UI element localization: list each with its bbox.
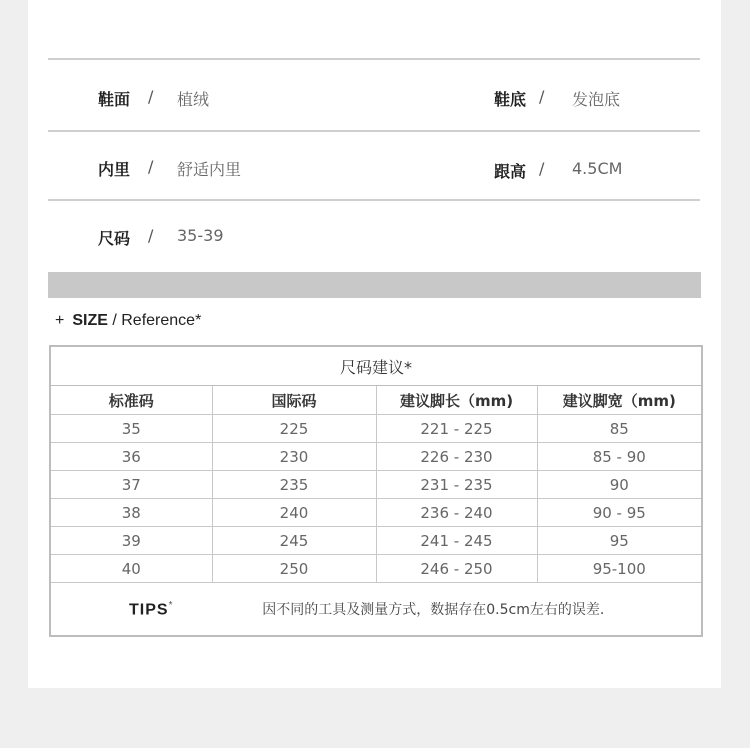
col-header-foot-length: 建议脚长（mm) bbox=[376, 386, 537, 415]
divider bbox=[48, 58, 700, 60]
cell-foot-length: 236 - 240 bbox=[376, 499, 537, 527]
size-reference-heading bbox=[55, 312, 201, 330]
attr-slash: / bbox=[539, 87, 545, 106]
size-heading-rest: / Reference* bbox=[107, 312, 202, 329]
tips-text: 因不同的工具及测量方式，数据存在0.5cm左右的误差. bbox=[262, 602, 605, 618]
col-header-international: 国际码 bbox=[212, 386, 376, 415]
tips-label-text: TIPS bbox=[129, 601, 169, 618]
attr-slash: / bbox=[539, 159, 545, 178]
cell-foot-width: 85 bbox=[537, 415, 702, 443]
cell-international: 230 bbox=[212, 443, 376, 471]
cell-standard: 35 bbox=[50, 415, 212, 443]
size-chart-table bbox=[49, 345, 703, 637]
cell-foot-width: 90 - 95 bbox=[537, 499, 702, 527]
section-separator-band bbox=[48, 272, 701, 298]
attr-value-heel: 4.5CM bbox=[572, 159, 623, 178]
cell-foot-length: 246 - 250 bbox=[376, 555, 537, 583]
cell-foot-width: 95-100 bbox=[537, 555, 702, 583]
attr-slash: / bbox=[148, 157, 154, 176]
tips-label bbox=[129, 600, 173, 619]
cell-foot-length: 231 - 235 bbox=[376, 471, 537, 499]
plus-icon: + bbox=[55, 312, 65, 329]
attr-value-sole: 发泡底 bbox=[572, 90, 621, 109]
attr-slash: / bbox=[148, 226, 154, 245]
tips-star: * bbox=[168, 599, 174, 611]
divider bbox=[48, 199, 700, 201]
size-chart-title: 尺码建议* bbox=[50, 346, 702, 386]
attr-value-size: 35-39 bbox=[177, 226, 224, 245]
attr-value-lining: 舒适内里 bbox=[177, 160, 242, 179]
attr-label-sole: 鞋底 bbox=[494, 90, 527, 109]
attr-value-upper: 植绒 bbox=[177, 90, 210, 109]
table-row bbox=[50, 527, 702, 555]
cell-standard: 36 bbox=[50, 443, 212, 471]
cell-standard: 39 bbox=[50, 527, 212, 555]
table-row bbox=[50, 555, 702, 583]
cell-international: 225 bbox=[212, 415, 376, 443]
cell-foot-width: 85 - 90 bbox=[537, 443, 702, 471]
tips-row bbox=[50, 583, 702, 637]
cell-foot-length: 226 - 230 bbox=[376, 443, 537, 471]
cell-international: 235 bbox=[212, 471, 376, 499]
col-header-standard: 标准码 bbox=[50, 386, 212, 415]
cell-foot-length: 221 - 225 bbox=[376, 415, 537, 443]
divider bbox=[48, 130, 700, 132]
attr-label-upper: 鞋面 bbox=[98, 90, 131, 109]
attr-label-size: 尺码 bbox=[98, 229, 131, 248]
cell-foot-width: 90 bbox=[537, 471, 702, 499]
attr-label-lining: 内里 bbox=[98, 160, 131, 179]
attr-slash: / bbox=[148, 87, 154, 106]
cell-standard: 38 bbox=[50, 499, 212, 527]
table-row bbox=[50, 443, 702, 471]
cell-international: 240 bbox=[212, 499, 376, 527]
table-row bbox=[50, 499, 702, 527]
cell-foot-length: 241 - 245 bbox=[376, 527, 537, 555]
cell-international: 245 bbox=[212, 527, 376, 555]
cell-foot-width: 95 bbox=[537, 527, 702, 555]
table-row bbox=[50, 471, 702, 499]
table-row bbox=[50, 415, 702, 443]
cell-standard: 37 bbox=[50, 471, 212, 499]
col-header-foot-width: 建议脚宽（mm) bbox=[537, 386, 702, 415]
cell-standard: 40 bbox=[50, 555, 212, 583]
product-info-card bbox=[28, 0, 721, 688]
size-heading-bold: SIZE bbox=[72, 312, 108, 329]
attr-label-heel: 跟高 bbox=[494, 162, 527, 181]
cell-international: 250 bbox=[212, 555, 376, 583]
